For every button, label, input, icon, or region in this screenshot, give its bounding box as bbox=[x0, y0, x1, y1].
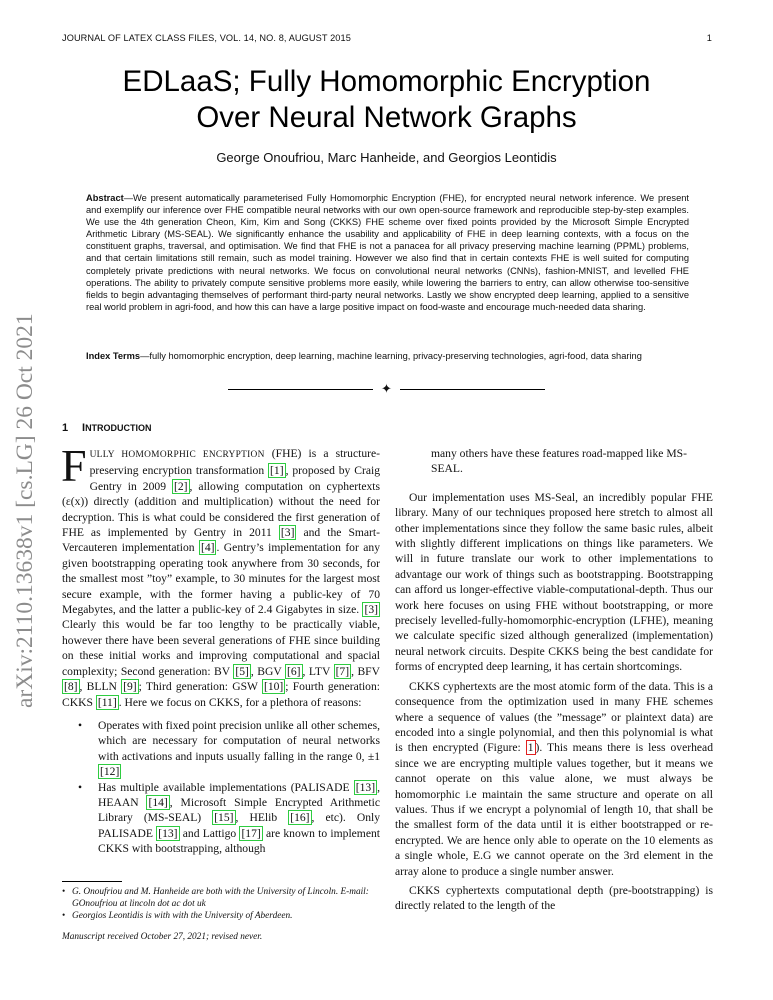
footnotes bbox=[62, 886, 380, 943]
running-header bbox=[62, 33, 712, 47]
citation-link[interactable]: [7] bbox=[335, 664, 350, 678]
citation-link[interactable]: [2] bbox=[174, 479, 188, 493]
citation-link[interactable]: [10] bbox=[263, 680, 284, 694]
index-terms-label: Index Terms bbox=[86, 351, 141, 361]
divider-rule-left bbox=[228, 389, 373, 390]
list-item: • Operates with fixed point precision unlike all other schemes, which are necessary for computation of neural networks with activations and inputs usually falling in the range 0, ±1 [12] bbox=[98, 718, 380, 780]
citation-link[interactable]: [1] bbox=[270, 464, 284, 478]
section-title-rest: NTRODUCTION bbox=[85, 423, 152, 433]
footnote-rule bbox=[62, 881, 122, 882]
title-line-2: Over Neural Network Graphs bbox=[196, 101, 577, 134]
footnote-affiliation-2: • Georgios Leontidis is with with the University of Aberdeen. bbox=[62, 910, 380, 922]
citation-link[interactable]: [3] bbox=[364, 603, 378, 617]
intro-paragraph: FULLY HOMOMORPHIC ENCRYPTION (FHE) is a structure-preserving encryption transformation [1] , proposed by Craig Gentry in 2009 [2] , allowing computation on cyphertexts (ε(x)) directly (addition and multiplication) without the need for decryption. This is what could be considered the first generation of FHE as implemented by Gentry in 2011 [3] and the Smart-Vercauteren implementation [4] . Gentry’s implementation for any given bootstrapping operating took anywhere from 30 seconds, for the smallest most ”toy” example, to 30 minutes for the largest most secure example, with the former having a public-key of 70 Megabytes, and the latter a public-key of 2.4 Gigabytes in size. [3] Clearly this would be far too lengthy to be practically viable, however there have been several generations of FHE since building on these initial works and improving computational and spacial complexity; Second generation: BV [5] , BGV [6] , LTV [7] , BFV [8] , BLLN [9] ; Third generation: GSW [10] ; Fourth generation: CKKS [11] . Here we focus on CKKS, for a plethora of reasons: bbox=[61, 440, 381, 709]
paragraph-cyphertexts: CKKS cyphertexts are the most atomic form of the data. This is a consequence from the optimization used in many FHE schemes where a sequence of values (the ”message” or plaintext data) are encoded into a single polynomial, and then this polynomial is what is then encrypted (Figure: 1 ). This means there is less overhead since we are encrypting multiple values together, but it means we cannot operate on this value alone, we must always be homomorphic i.e maintain the same structure and operate on all values. Thus if we encrypt a polynomial of length 10, that shall be the smallest form of the data until it is either bootstrapped or re-encrypted. We are hence only able to operate on the 10 elements as a single whole, E.G we cannot operate on the 3rd element in the array alone to produce a single number answer. bbox=[395, 679, 713, 878]
page-number: 1 bbox=[706, 33, 712, 43]
left-column bbox=[62, 420, 380, 857]
citation-link[interactable]: [17] bbox=[241, 826, 261, 840]
section-divider bbox=[228, 382, 545, 396]
authors: George Onoufriou, Marc Hanheide, and Georgios Leontidis bbox=[216, 150, 557, 165]
title-line-1: EDLaaS; Fully Homomorphic Encryption bbox=[122, 65, 651, 98]
paragraph-depth: CKKS cyphertexts computational depth (pre-bootstrapping) is directly related to the length of the bbox=[395, 883, 713, 913]
citation-link[interactable]: [8] bbox=[64, 680, 78, 694]
citation-link[interactable]: [9] bbox=[123, 680, 137, 694]
lead-smallcaps: ULLY HOMOMORPHIC ENCRYPTION bbox=[89, 450, 265, 460]
arxiv-identifier: arXiv:2110.13638v1 [cs.LG] 26 Oct 2021 bbox=[12, 313, 38, 708]
citation-link[interactable]: [4] bbox=[200, 541, 215, 555]
continued-bullet-text: many others have these features road-mapped like MS-SEAL. bbox=[431, 447, 687, 476]
section-heading bbox=[62, 420, 380, 446]
citation-link[interactable]: [16] bbox=[290, 811, 310, 825]
index-terms-text: —fully homomorphic encryption, deep learning, machine learning, privacy-preserving technologies, agri-food, data sharing bbox=[140, 351, 642, 361]
arxiv-stamp bbox=[0, 0, 48, 1000]
abstract-label: Abstract bbox=[86, 193, 124, 203]
citation-link[interactable]: [13] bbox=[355, 780, 376, 794]
figure-link[interactable]: 1 bbox=[527, 741, 534, 755]
footnote-affiliation-1: • G. Onoufriou and M. Hanheide are both with the University of Lincoln. E-mail: GOnoufriou at lincoln dot ac dot uk bbox=[62, 886, 380, 910]
abstract-text: —We present automatically parameterised Fully Homomorphic Encryption (FHE), for encrypted neural network inference. We present and exemplify our inference over FHE compatible neural networks with our own open-source framework and reproducible step-by-step examples. We use the 4th generation Cheon, Kim, Kim and Song (CKKS) FHE scheme over fixed points provided by the Microsoft Simple Encrypted Arithmetic Library (MS-SEAL). We significantly enhance the usability and applicability of FHE in deep learning contexts, with a focus on the constituent graphs, traversal, and optimisation. We find that FHE is not a panacea for all privacy preserving machine learning (PPML) problems, and that certain limitations still remain, such as model training. However we also find that in certain contexts FHE is well suited for computing completely private predictions with neural networks. We focus on convolutional neural networks (CNNs), fashion-MNIST, and levelled FHE operations. The ability to privately compute sensitive problems more easily, while lowering the barriers to entry, can allow otherwise too-sensitive fields to begin advantaging themselves of performant third-party neural networks. Lastly we show encrypted deep learning, applied to a sensitive real world problem in agri-food, and how this can have a large positive impact on food-waste and encourage much-needed data sharing. bbox=[86, 193, 689, 312]
reasons-list bbox=[62, 718, 380, 857]
manuscript-note: Manuscript received October 27, 2021; revised never. bbox=[62, 931, 263, 942]
citation-link[interactable]: [11] bbox=[97, 695, 117, 709]
list-item: • Has multiple available implementations (PALISADE [13] , HEAAN [14] , Microsoft Simple Encrypted Arithmetic Library (MS-SEAL) [15] , HElib [16] , etc). Only PALISADE [13] and Lattigo [17] are known to implement CKKS with bootstrapping, although bbox=[98, 780, 380, 857]
section-title-initial: I bbox=[82, 422, 86, 434]
divider-rule-right bbox=[400, 389, 545, 390]
citation-link[interactable]: [14] bbox=[148, 795, 168, 809]
citation-link[interactable]: [15] bbox=[214, 811, 234, 825]
right-column bbox=[395, 446, 713, 914]
diamond-icon: ✦ bbox=[381, 381, 392, 396]
index-terms bbox=[86, 350, 689, 362]
citation-link[interactable]: [6] bbox=[286, 664, 301, 678]
journal-info: JOURNAL OF LATEX CLASS FILES, VOL. 14, NO. 8, AUGUST 2015 bbox=[62, 33, 351, 43]
citation-link[interactable]: [3] bbox=[280, 526, 295, 540]
section-number: 1 bbox=[62, 422, 69, 434]
citation-link[interactable]: [5] bbox=[235, 664, 249, 678]
abstract bbox=[86, 192, 689, 313]
paper-title bbox=[80, 64, 693, 136]
citation-link[interactable]: [13] bbox=[158, 826, 178, 840]
drop-cap: F bbox=[61, 440, 87, 491]
paragraph-implementation: Our implementation uses MS-Seal, an incredibly popular FHE library. Many of our techniques proposed here stretch to almost all other implementations since they follow the same basic rules, albeit with slightly different implications on things like parameters. We will in future translate our work to other implementations to advantage our work of things such as bootstrapping. Bootstrapping can afford us longer-effective viable-computational-depth. Thus our work here focuses on using FHE without bootstrapping, or more precisely levelled-fully-homomorphic-encryption (LFHE), meaning we calculate specific sized although generalized (implementation) neural network circuits. Despite CKKS being the best candidate for forms of encrypted deep learning, it has certain shortcomings. bbox=[395, 490, 713, 674]
citation-link[interactable]: [12] bbox=[100, 765, 120, 779]
